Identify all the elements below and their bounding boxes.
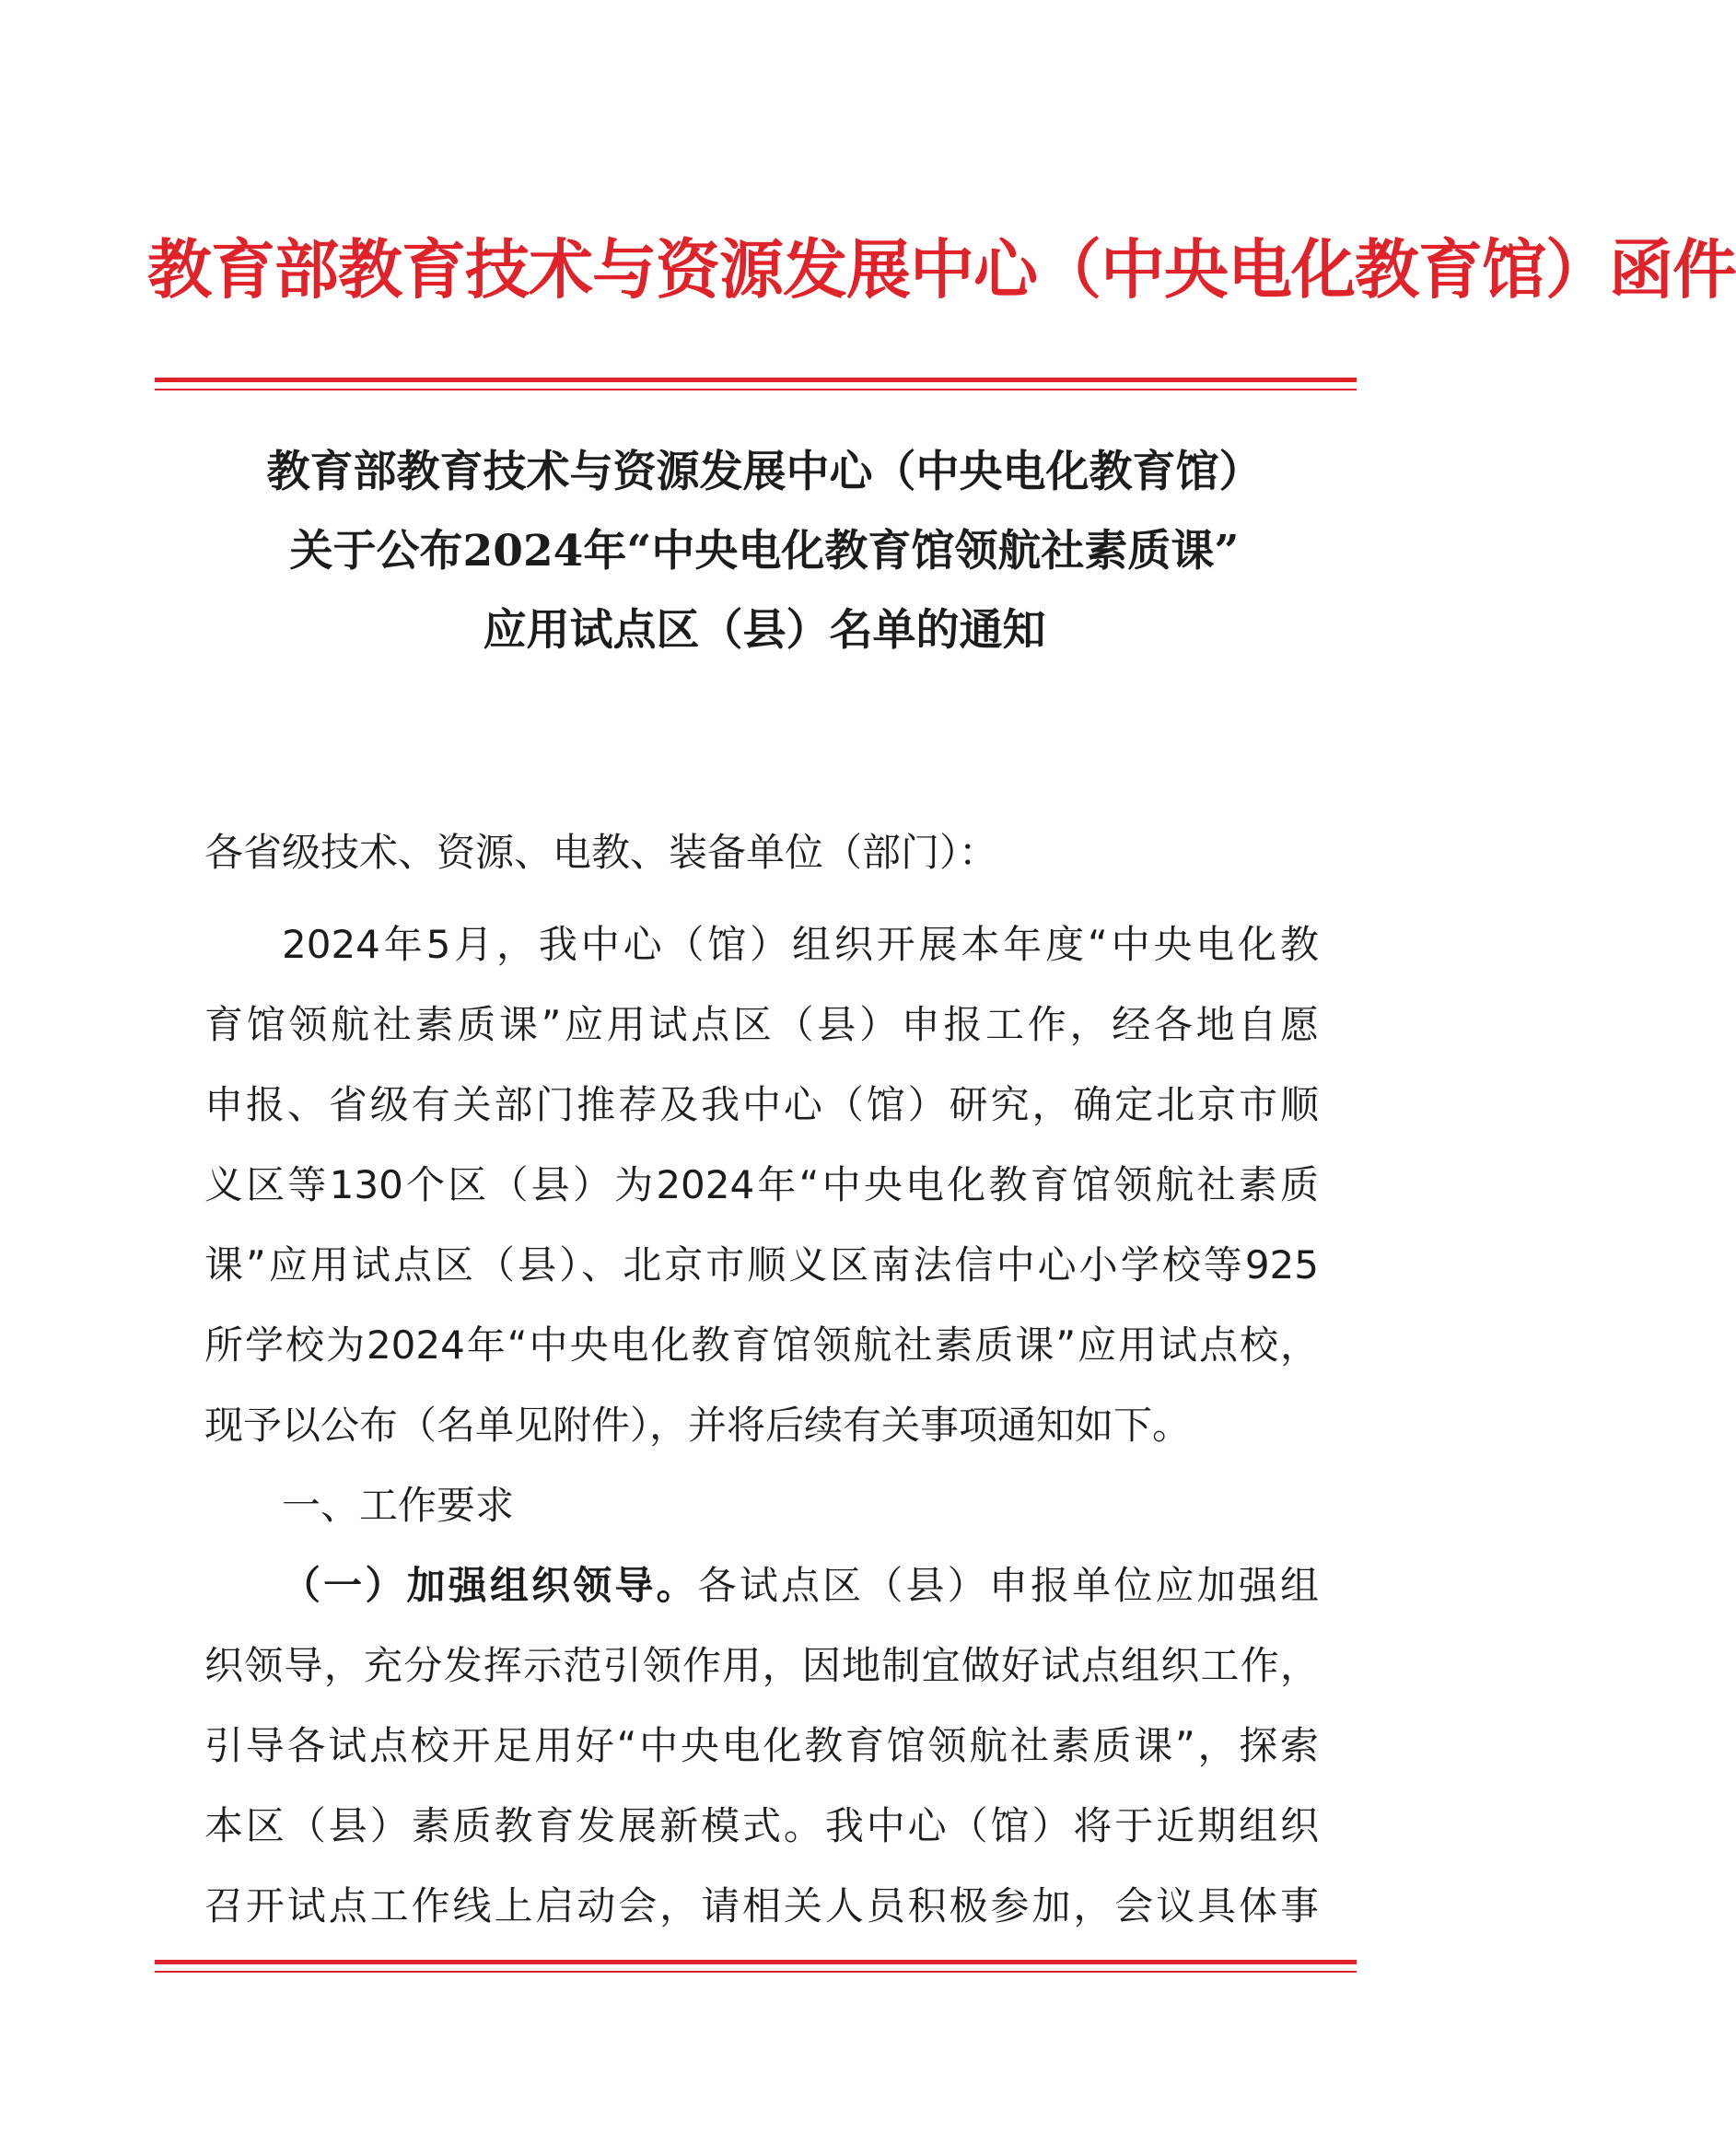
section-heading: 一、工作要求 (282, 1483, 515, 1528)
paragraph-line: 织领导，充分发挥示范引领作用，因地制宜做好试点组织工作， (204, 1643, 1319, 1688)
subsection-lead-rest: 各试点区（县）申报单位应加强组 (697, 1563, 1319, 1608)
notice-title-line-2: 关于公布2024年“中央电化教育馆领航社素质课” (289, 526, 1240, 577)
notice-title-line-3: 应用试点区（县）名单的通知 (483, 605, 1046, 656)
paragraph-line: 引导各试点校开足用好“中央电化教育馆领航社素质课”，探索 (204, 1723, 1319, 1768)
paragraph-line: 课”应用试点区（县）、北京市顺义区南法信中心小学校等925 (204, 1242, 1319, 1287)
paragraph-line: 所学校为2024年“中央电化教育馆领航社素质课”应用试点校， (204, 1322, 1319, 1368)
paragraph-line: 本区（县）素质教育发展新模式。我中心（馆）将于近期组织 (204, 1803, 1319, 1848)
letterhead-rule-thin (155, 389, 1357, 390)
letterhead-title: 教育部教育技术与资源发展中心（中央电化教育馆）函件 (147, 231, 1736, 308)
paragraph-line: 申报、省级有关部门推荐及我中心（馆）研究，确定北京市顺 (204, 1082, 1319, 1127)
footer-rule-thin (155, 1971, 1357, 1973)
letterhead-rule-thick (155, 378, 1357, 382)
paragraph-line: 现予以公布（名单见附件），并将后续有关事项通知如下。 (204, 1403, 1192, 1448)
subsection-first-line (282, 1560, 1319, 1612)
subsection-lead: （一）加强组织领导。 (282, 1563, 698, 1608)
paragraph-line: 育馆领航社素质课”应用试点区（县）申报工作，经各地自愿 (204, 1002, 1319, 1047)
salutation: 各省级技术、资源、电教、装备单位（部门）： (204, 830, 998, 875)
paragraph-line: 召开试点工作线上启动会，请相关人员积极参加，会议具体事 (204, 1883, 1319, 1928)
paragraph-line: 2024年5月，我中心（馆）组织开展本年度“中央电化教 (282, 922, 1319, 967)
footer-rule-thick (155, 1960, 1357, 1964)
paragraph-line: 义区等130个区（县）为2024年“中央电化教育馆领航社素质 (204, 1162, 1319, 1207)
notice-title-line-1: 教育部教育技术与资源发展中心（中央电化教育馆） (266, 447, 1263, 497)
